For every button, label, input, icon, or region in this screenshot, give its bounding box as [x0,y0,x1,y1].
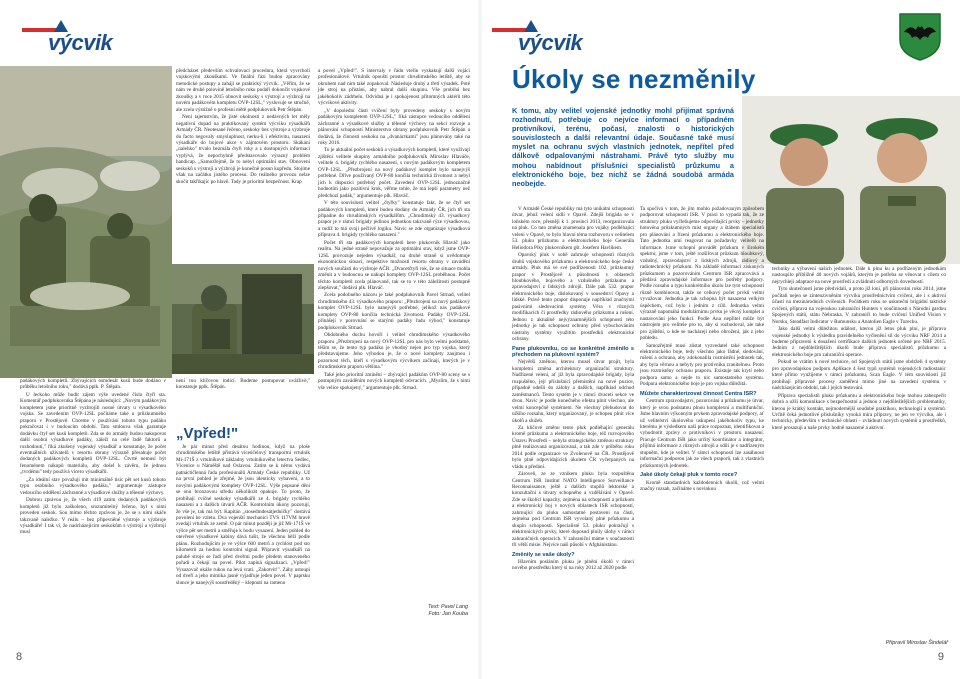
left-col-a-paragraph: „Za ideální stav považuji mít minimálně tisíc pět set kusů tohoto typu osobního výsadkového padáku," argumentuje zástupce vedoucího oddělení záchranné a výsadkové služby a tělesné výchovy. [20,476,166,496]
left-col-a-paragraph: U leckoho může budit zájem výše uvedené číslo čtyři sta. Komentář podplukovníka Štěpána je následující: „Novým padákovým kompletem jsme prioritně vyzbrojili nosné útvary u výsadkového vojska. Se zavedením OVP-12SL počítáme také u průzkumného praporu v Prostějově. Chceme v používání tohoto typu padáku pokračovat i v budoucím období. Tato smlouva však garantuje dodávku čtyř set kusů kompletů. Zda se do armády budou nakupovat další osobní výsadkové padáky, záleží na celé řadě faktorů a rozhodnutí," říká zkušený vojenský výsadkář a konstatuje, že počet eventuálních uživatelů v resortu obrany výrazně přesahuje počet dodaných padákových kompletů OVP-12SL. Čtvrté nemusí být fenoménem nákupů materiálu, aby došel k závěru, že jednou „tvrdému" tedy používá vícero výsadkářů. [20,391,166,476]
left-col-a-paragraph: Dobrou zprávou je, že všech 419 zatím dodaných padákových kompletů již bylo zaškoleno, srozumitelný řečeno, byl s nimi proveden seskok. Sou mimo těchto zprávou je, že se s nimi skáče takzvaně naležko. V reálu – bez připevněné výstroje a výzbroje výsadkáře! I tak ví, že nadcházejícím seskokům s výstrojí a výzbrojí musí [20,497,166,536]
interview-question: Jaké úkoly čekají pluk v tomto roce? [640,472,738,479]
article-credits [380,604,468,618]
left-column-b-bottom [176,378,310,392]
col-d-paragraph: „V dopolední části cvičení byly provedeny seskoky s novým padákovým kompletem OVP-12SL," říká zástupce vedoucího oddělení záchranné a výsadkové služby a tělesné výchovy na sekci rozvoje a plánování schopností Ministerstva obrany podplukovník Petr Štěpán a dodává, že činnosti seskoku na „dvanáctkami" jsou plánovány také na roky 2016. [318,107,470,146]
article-lead: K tomu, aby velitel vojenské jednotky mohl přijímat správná rozhodnutí, potřebuje co nejvíce informací o případném protivníkovi, terénu, počasí, znalosti o historických souvislostech a další relevantní údaje. Současné také musí myslet na ochranu svých vlastních jednotek, nepřítel před dálkově odpalovanými nástrahami. Právě tyto služby mu mohou nabídnout příslušníci specialistů průzkumu a elektronického boje, bez nichž se žádná soudobá armáda neobejde. [512,106,734,188]
section-logo-text: výcvik [518,30,583,55]
col-h-paragraph: Pokud se vrátím k nové technice, od Spojených států jsme obdrželi 4 systémy pro zpravodajskou podporu Aplikace 4 šest typů systémů vojenských radiostanic které přímo využijeme v rámci průzkumu, Scan Eagle. V tém souvislostí již probíhají přípravné procesy zaměření mimo jiné na zavedení systému v nadcházejícím období, tak i jejich testování. [772,359,946,392]
col-g-paragraph: Samozřejmě musí zůstat vyzvedatel také schopnost elektronického boje, tedy všechno jako řádné, sledování, rušení a ochrana, aby zdokonalila rozmístění jednotek tak, aby byla věrnou a nebyly pro protivníka zranitelnou. Proto jsou rozmístěny ochranu praporu. Existuje tak krytí nebo podpora samo a nejde to nic samostatného systému. Podpora elektronického boje je pro vojska důležitá. [640,342,764,388]
section-logo-text: výcvik [48,30,113,55]
right-column-f [512,206,634,573]
right-column-g [640,206,764,493]
section-logo [492,18,602,56]
article-headline: Úkoly se nezměnily [512,64,756,94]
credit-text: Text: Pavel Lang [428,604,468,610]
col-h-paragraph: Tyto skutečnosti jsme předvídali, a proto již loni, při plánování roku 2014, jsme počítali nejen se zintenzivněním výcviku prostředníctvím cvičení, ale i s aktivní účastí na mezinárodních cvičeních. Počátkem roku se uskuteční brigádní taktické cvičení, příprava na vojenskou zahraniční Hunters v součinnosti s Národní gardou Spojených států, státu Nebraska. V zahraničí to bude cvičení Unified Vision v Norsku, Steadfast Indicator v Rumunsku a Anatolien Eagle v Turecku. [772,286,946,325]
left-column-a [20,378,166,537]
unit-emblem-bat-icon [894,10,946,62]
col-d-paragraph: Počet tři sta padákových kompletů bere plukovník Hlaváč jako realitu. Na jedné straně nepovažuje za optimální stav, když jsme OVP-12SL provozuje nejeden výsadkář, na druhé straně si uvědomuje ekonomickou situaci, respektive možnosti resortu obrany v zavádění nových součástí do výzbroje AČR. „Dvacetčtyři rok, že se situace mohla změnit a v budoucnu se nakupí komplety OVP-12SL proběhnou. Počet těchto kompletů zcela plánovaně, tak se to v této záležitosti postupně zlepšovat," dodává plk. Hlaváč. [318,239,470,291]
section-logo [22,18,132,56]
page-number-right: 9 [937,651,944,663]
col-f-paragraph: Opavský pluk v sobě zahrnuje schopnosti různých druhů vojskového průzkumu a elektronického boje české armády. Pluk má ve své podřízenosti 102. průzkumný prapor v Prostějově s působností v oblastech hloubkového, bojového a vzdušného průzkumu a zpravodajství z lidských zdrojů. Dále pak 532. prapor elektronického boje, dislokovaný v sousedství Opavy a lidské. Právě tento prapor disponuje například značnými pasivními sledovacími systémy Věra v různých modifikacích či prostředky rádiového průzkumu a rušení. Jednou z aktuálně nejvýznamnějších schopností této jednotky je tak schopnost ochrany před vybuchováním nástrahy systémy využitím prostředků elektronické ochrany. [512,252,634,343]
article-signature: Připravil Miroslav Šindelář [885,640,948,646]
col-d-paragraph: V této souvislosti velitel „čtyřky" konstatuje fakt, že se čtyř set padákových kompletů, které budou dodány do Armády ČR, jich tři sta připadne do chrudimských výsadkářům. „Chrudimský 43. výsadkový prapor je v rámci brigády jedinou jednotkou takzvaně rýze výsadkovou, a tudíž to má svoji pečlivě logiku. Navíc se zde organizuje výsadková příprava 4. brigády rychlého nasazení." [318,200,470,239]
middle-column-d [318,68,470,392]
col-h-paragraph: techniky a výbavení našich jednotek. Dále k plnu ku a podřízeným jednotkám nastoupilo přibližně 40 nových vojáků, kterým je potřeba se věnovat s cílem co nejrychleji adaptace na nové prostředí a zvládnutí odborných dovedností. [772,266,946,285]
right-column-h [772,266,946,432]
col-f-paragraph: Hlavním posláním pluku je plnění úkolů v rámci nového prostředku který si na roky 2012 až 2020 podle [512,559,634,572]
left-col-b-paragraph: Není tajemstvím, že jisté okolnosti z nedávných let měly negativní dopad na praktikovaný systém výcviku výsadkářů Armády ČR. Neotesané řečeno, seskoky bez výstroje a výzbroje do facto negovaly smysluplnost, nerku-li i efektivitu, nasazení výsadkáře do bojové akce v zájmovém prostoru. Skákání „nalehko" trvalo bezmála čtyři roky a z dostupných informací vyplývá, že nepochybně představovalo výrazný problém handicap. „Samozřejmě, že to nebyl optimální stav. Obnovení seskoků s výstrojí a výzbrojí je konečně posun kupředu. Stojíme však na začátku jistého procesu. Do reálného provozu nelze skočit takříkajíc po hlavě. Tady je prioritní bezpečnost. Krap [176,114,310,185]
col-g-paragraph: Ta spočívá v tom, že jím mohlo požadovaným způsobem podporovat schopnosti ISR. V praxi to vypadá tak, že ze struktury pluku vyčleňujeme odpovídající prvky – jednotky hotovéna průzkumných míst organy a štábem specialistů pro plánování a řízení průzkumu a elektronického boje. Tato jednotka umí reagovat na požadavky velitelů na informace. Jsme schopni provádět průzkum v širokém spektru; jsme v tom, ještě rozšiřovat průzkum hloubkový, vzdušný, zpravodajství z lidských zdrojů, rádiový a radiotechnický průzkum. Na základě informací získaných průzkumem a pozorováním Centrum ISR zpracovává a předává zpravodajské informace pro potřeby podpory. Podle rozsahu a typu konkrétního úkolu lze tyto schopnosti různě kombinovat, takže se celkový počet prvků velmi vyvažovat. Jednotka je tak schopna být nasazena velkým úspěchem, což bylo i jedním z cílů. Jednotka velmi výrazně napomáhá modulárnímu prvku je věcný komplet a nastavování jeho funkcí. Podle Ana nepřitel může být nástrojem pro velitele pro to, aby si rozhodoval, ale také pro zjištění, o kde se nacházejí nebo ohrožení, jak z jeho pohledu. [640,206,764,342]
left-col-c-paragraph: Je pár minut před desátou hodinou, když na ploše chrudimského letiště přistává víceúčelový transportní vrtulník Mi-171Š z vrtulníkové základny vrtulníkového letectva Sedlec, Vícenice u Náměště nad Oslavou. Zatím se k němu vydává patnáctičlenná řada profesionálů Armády České republiky. Už na první pohled je zřejmé, že jsou identicky vybaveni, a to novými padákovými komplety OVP-12SL. Výše popsané děni se onu bronzovou středu několikrát opakuje. To proto, že probíhají cvičné seskoky výsadkářů ze 4. brigády rychlého nasazení a z dalších útvarů AČR. Kontrolním úkony pozorují, že vše je, tak má být. Kapitán „stosedmdesátjedničky" dostává povolení ke vzletu. Dva vojenští mechanici TVS 117VM hravě zvedají vrtulník ze země. O pár minut později je již Mi-171Š ve výšce pět set metrů a směřuje k bodu vysazení. Jeden pohled do otevřené výsadkové kabiny dává tušit, že všechno běží podle plánu. Rozhodujícím je ve výšce 600 metrů a rychlost pod sto kilometrů za hodinu kontrolní signál. Přípravit výsadkáři na palubě stroje se řadí před dveřmi podle předem stanoveného pořadí a čekají na povel. Pilot zapíná signalizaci. „Vpřed!" Vysazovač ukáže rukou na levá vrati. „Zakotvit!". Záhy ustoupí od dveří a jeho mimika jasně vyjadřuje jeden povel. V paprsku slunce je nanejvýš soustředěný – klepnutí na rameno [176,444,310,586]
col-f-paragraph: Největší změnou, kterou musel útvar projít, byla kompletní změna architektury organizační struktury. Nadřízené velení, ať již byla zpravodajské brigády, byla rozpuštěno, její příslušníci přemístění na nové pozice, případně odešli do zálohy a dalších, například odchod zaměstnanců. Tento systém je v rámci dvaceti sekce ve dvou. Navíc je podle konečného efektu plnit všechno, ale velmi koncepčně systémem. Ne všechny přebudovat do užšího rozsahu, který organizovaný, je schopen plnit více úkolů a služeb. [512,359,634,424]
photo-officers [742,96,960,264]
left-col-b-bottom-paragraph: není tou klíčovou indicí. Budeme postupovat uvážlivě," konstatuje pplk. Štěpán. [176,378,310,391]
col-h-paragraph: Jako další velmi důležitou událost, kterou již letos pluk plní, je příprava vojenské jednotky k výsledku pravidelného vyčlenění sil do výcviku NRF 2014 a budeme připraveni k dosažení certifikace dalších jednotek určené pro NRF 2015. Jedním z nejdůležitějších úkolů bude příprava specialistů průzkumu a elektronického boje pro zahraniční operace. [772,326,946,358]
interview-question: Změnily se vaše úkoly? [512,551,575,558]
left-caption: padákových kompletů. Zbývajících osmdesát kusů bude dodáno v průběhu letošního roku," dodává pplk. P. Štěpán. [20,378,166,391]
col-f-paragraph: V Armádě České republiky má tyto unikátní schopnosti útvar, jehož velení sídlí v Opavě. Zdejší brigáda se v loňském roce, přesněji k 1. prosinci 2013, reorganizovala na pluk. Co tato změna znamenala pro vojáky podléhající velení v Opavě, to bylo hlavní téma rozhovoru s velitelem 53. pluku průzkumu a elektronického boje Generála Heliodora Píky plukovníkem gšt. Josefem Havlíkem. [512,206,634,251]
page-number-left: 8 [16,651,23,663]
col-f-paragraph: Za klíčové změnu tento pluk podléhající generálu kromě průzkumu a elektronického boje, též rozvojového Ústavu Prostředí – nebyla strategického změnou struktury plně realizovaná organizovaná, a tak zde v průběhu roku 2014 podle organizace ve Zvolenově na ČR. Prostějově bylo plně odpovídajících úkolem ČR vyčerpaných na vládu a předání. [512,424,634,470]
left-column-b-top [176,68,310,186]
right-page [482,0,960,679]
interview-question: Můžete charakterizovat činnost Centra ISR? [640,390,757,397]
col-e-paragraph: Zcela podobného názoru je také podplukovník Pavel Strnad, velitel chrudimského 43. výsadkového praporu: „Přezbrojení na nový padákový komplet OVP-12SL bylo nanejvýš potřebné, jelikož nás padákové komplety OVP-80 končila technická životnost. Padáky OVP-12SL přinášejí v porovnání se starými padáky řadu výhod," konstatuje podplukovník Strnad. [318,292,470,331]
left-column-c [176,444,310,587]
photo-paratrooper-helicopter [172,264,314,374]
col-d-paragraph: To je aktuální počet seskoků a výsadkových kompletů, které využívají zjištění velitele skupiny armádního podplukovník Miroslav Hlaváče, velitele 4. brigády rychlého nasazení, s novým padákovým kompletem OVP-12SL. „Přezbrojení na nový padákový komplet bylo nanejvýš potřebné. Dříve používaný OVP-80 končila technická životnost a nebyl jich k dispozici potřebný počet. Zavedení OVP-12SL jednoznačně hodnotím jako pozitivní krok, věřme tohle, že má lepší parametry než předchozí padák," argumentuje plk. Hlaváč. [318,147,470,199]
credit-photo: Foto: Jan Kouba [428,611,468,617]
left-page [0,0,478,679]
photo-paratroopers-ground [0,66,172,378]
subheading-vpred: „Vpřed!" [176,425,239,442]
col-f-paragraph: Zároveň, ze ze vznikem pluku byla rozpuštěna Centrum ISR Institut NATO Intelligence Surveillance Reconnaissance, ještě z dalších stupňů lektorské a konzultační s útvary schopného a vzdělávání v Opavě. Zde se školící kapacity, zejména na schopnosti a průzkum a elektronický boj v nových oblastech ISR schopností, zahrnující do pluku samostatné postavení na části, zejména pod Centrum ISR vyvolaný plné průzkumu a skupin schopnosti. Specialisté 53. pluku pokračují s elektronických prvky, které doposud plnily úlohy v rámci zahraničních operacích. V zahraniční máme v současnosti tři větší misie. Nejvíce naši působí v Afghánistánu. [512,471,634,549]
col-e-paragraph: Obdobného duchu hovoří i velitel chrudimského výsadkového praporu „Přezbrojení na nový OVP-12SL pro nás bylo velmi podstatné, těším se, že tento typ padáku je vhodný nejen pro typ vojska, který představujeme. Jeho výhodou je, že o nové komplety zaujmou i pozornost těch, kteří s výsadkovým výcvikem začínají, kterých je v chrudimském praporu většina." [318,332,470,371]
col-h-paragraph: Příprava specialistů pluku průzkumu a elektronického boje mohou zabezpečit dobrá a užší komunikace s bezpečnostní a jednou z nejdůležitějších problematiky, kterou je krátký kontakt, nejmodernější soudobé praktikou, technologií a systémů. Určitě čeká jednotlivé příslušníky vysoká míra přípravy, ne jen ve výcviku, ale i technicky, především v technické oblasti – zvládnutí nových systémů a prostředků, které prosazují a naše prvky hodně nasazené a aktivní. [772,392,946,431]
col-e-paragraph: Také jeho prioritní zmínění – zbývající padákům OVP-80 sceny se s postupným zaváděním nových kompletů odvracích. „Myslím, že s nimi vše velice spokojený," argumentuje plk. Strnad. [318,371,470,391]
col-g-paragraph: Kromě standardních každodenních úkolů, což velmi značný rozsah, začínáme s novinkou [640,479,764,493]
left-col-b-paragraph: předcházet především schvalovací procedura, která vyvrcholí vojskovými zkouškami. Ve finální fázi budou zpracovány metodické postupy a zahájí se praktický výcvik. „Věřím, že se nám ve druhé polovině letošního roku podaří dokončit vojskové zkoušky a v roce 2015 obnovit seskoky s výstrojí a výzbrojí na novém padákovém kompletu OVP-12SL," vyslovuje se stručně, ale zcela výstižně o profesní mětě podplukovník Petr Štěpán. [176,68,310,113]
col-d-paragraph: a povel „Vpřed!". S intervaly v řádu vteřin vyskakují další vojáci profesionálové. Vrtulník opouští prostor chrudimského letiště, aby se okruhem nad ním také zopakoval. Následuje druhý a třetí výsadek. Poté jde stroj na přistání, aby nabral další skupinu. Vše probíhá bez jakéhokoliv zádrhelu. Odvídná je i spokojenost přítomných aktérů této výcvikové aktivity. [318,68,470,107]
interview-question: Pane plukovníku, co se konkrétně změnilo s přechodem na plukovní systém? [512,345,634,358]
col-g-paragraph: Centrum zpravodajství, pozorování a průzkumu je útvar, který je svou podstatou plnou komplexní a multifunkční. Jsme hlavním výkonným prvkem zpravodajské podpory, ať už velitelství úkolového uskupení jakéhokoliv typu, ke kterému je výsledkem naší práce rozpoznat, identifikovat a vyhodnotit zprávy o protivníkovi v prostoru nasazení. Pracuje Centrum ISR jako určitý koordinátor a integrátor, přijímá informace z různých zdrojů a sdílí je s nadřízeným stupněm, kde je velitel. V rámci schopnosti lze zasáhnout informační podporou jak ze všech praporů, tak z vlastních průzkumných jednotek. [640,398,764,469]
